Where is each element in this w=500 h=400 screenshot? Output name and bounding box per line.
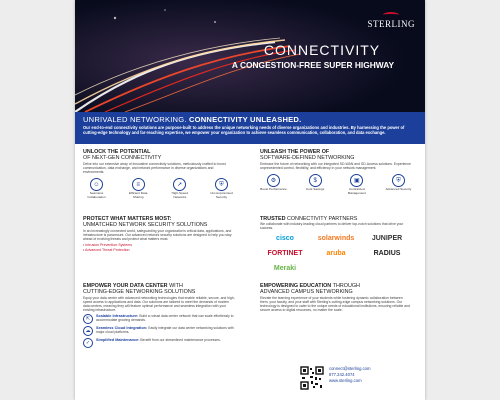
unlock-title: UNLOCK THE POTENTIAL xyxy=(83,149,151,155)
hero-banner xyxy=(75,0,425,112)
qr-code-icon[interactable] xyxy=(300,366,324,390)
education-section xyxy=(260,283,412,312)
partners-section xyxy=(260,216,412,273)
partner-logo-meraki: Meraki xyxy=(273,265,297,273)
datacenter-feature-title: Simplified Maintenance: xyxy=(96,338,140,343)
partners-title-rest: CONNECTIVITY PARTNERS xyxy=(286,216,358,222)
datacenter-feature xyxy=(83,314,235,324)
unlock-icon-label: Uncompromised Security xyxy=(210,191,233,199)
protect-list-item: • Intrusion Prevention Systems xyxy=(83,243,132,248)
partners-title-bold: TRUSTED xyxy=(260,216,286,222)
sdn-icon-label: Centralized Management xyxy=(347,187,366,195)
datacenter-section xyxy=(83,283,235,348)
partner-logo-cisco: cisco xyxy=(276,235,294,243)
datacenter-feature xyxy=(83,326,235,336)
flyer-page xyxy=(75,0,425,400)
protect-list-item: • Advanced Threat Protection xyxy=(83,248,130,253)
unlock-icon-item xyxy=(166,178,193,199)
intro-heading-light: UNRIVALED NETWORKING. xyxy=(83,115,187,124)
datacenter-subtitle: CUTTING-EDGE NETWORKING SOLUTIONS xyxy=(83,289,196,295)
sdn-icon-label: Advanced Security xyxy=(385,187,412,192)
sdn-body: Embrace the future of networking with our integrated SD-WAN and SD-Access solutions. Experience unprecedented control, flexibility, and efficiency in your network management. xyxy=(260,162,411,171)
datacenter-feature-text xyxy=(96,326,235,336)
unlock-subtitle: OF NEXT-GEN CONNECTIVITY xyxy=(83,155,162,161)
datacenter-feature-text xyxy=(96,338,221,348)
sdn-icon-row xyxy=(260,174,412,195)
contact-email[interactable]: connect@sterling.com xyxy=(329,366,371,371)
sdn-icon-item xyxy=(302,174,329,195)
contact-phone[interactable]: 877.242.4074 xyxy=(329,372,355,377)
partner-logo-fortinet: FORTINET xyxy=(267,250,303,258)
datacenter-feature xyxy=(83,338,235,348)
hero-subtitle: A CONGESTION-FREE SUPER HIGHWAY xyxy=(231,60,395,70)
unlock-icon-label: Efficient Data Sharing xyxy=(128,191,148,199)
sdn-subtitle: SOFTWARE-DEFINED NETWORKING xyxy=(260,155,355,161)
protect-body: In an increasingly connected world, safeguarding your organization's critical data, applications, and infrastructure is paramount. Our advanced network security solutions are designed to help you stay ahead of evolving threats and protect what matters most. xyxy=(83,229,232,242)
unlock-icon-item xyxy=(125,178,152,199)
protect-section xyxy=(83,216,235,253)
sdn-title: UNLEASH THE POWER OF xyxy=(260,149,330,155)
management-icon: ▣ xyxy=(350,174,363,187)
unlock-icon-label: Seamless Collaboration xyxy=(87,191,106,199)
savings-icon: $ xyxy=(309,174,322,187)
education-body: Elevate the learning experience of your students while fostering dynamic collaboration between them, your faculty, and your staff with Sterling's cutting-edge campus networking solutions. Our technology is designed to cater to the unique needs of educational institutions, ensuring reliable and secure access to digital resources, no matter the scale. xyxy=(260,296,410,313)
maintenance-icon: ✓ xyxy=(83,338,93,348)
performance-icon: ⚙ xyxy=(267,174,280,187)
hero-title: CONNECTIVITY xyxy=(263,42,381,58)
unlock-icon-item xyxy=(83,178,110,199)
datacenter-title-rest: WITH xyxy=(169,283,183,289)
partner-logo-grid xyxy=(260,234,412,273)
unlock-body: Delve into our extensive array of innovative connectivity solutions, meticulously crafted to boost communication, data exchange, and network performance in diverse organizations and environments. xyxy=(83,162,226,175)
datacenter-title-bold: EMPOWER YOUR DATA CENTER xyxy=(83,283,168,289)
datacenter-feature-title: Scalable Infrastructure: xyxy=(96,314,139,319)
sterling-logo xyxy=(368,12,416,29)
contact-block xyxy=(329,366,371,384)
datacenter-feature-title: Seamless Cloud Integration: xyxy=(96,326,148,331)
partner-logo-juniper: JUNIPER xyxy=(371,235,403,243)
partner-logo-radius: RADIUS xyxy=(373,250,401,258)
partner-logo-aruba: aruba xyxy=(326,250,346,258)
speed-icon: ➚ xyxy=(173,178,186,191)
shield-icon: ⛨ xyxy=(215,178,228,191)
people-icon: ☺ xyxy=(90,178,103,191)
partner-logo-solarwinds: solarwinds xyxy=(317,235,355,243)
education-title-rest: THROUGH xyxy=(332,283,360,289)
unlock-icon-label: High-Speed Networks xyxy=(171,191,188,199)
sdn-icon-item xyxy=(385,174,412,195)
intro-heading xyxy=(83,115,417,124)
datacenter-body: Equip your data center with advanced networking technologies that enable reliable, secure, and high-speed access to applications and data. Our solutions are tailored to meet the demands of modern data centers, meaning they will feature optimal performance and seamless integration with your existing infrastructure. xyxy=(83,296,235,313)
datacenter-feature-text xyxy=(96,314,235,324)
protect-title: PROTECT WHAT MATTERS MOST: xyxy=(83,216,172,222)
sdn-section xyxy=(260,149,412,195)
protect-subtitle: UNMATCHED NETWORK SECURITY SOLUTIONS xyxy=(83,222,208,228)
sdn-icon-item xyxy=(343,174,370,195)
datacenter-feature-list xyxy=(83,314,235,348)
intro-heading-bold: CONNECTIVITY UNLEASHED. xyxy=(188,115,302,124)
education-subtitle: ADVANCED CAMPUS NETWORKING xyxy=(260,289,353,295)
data-icon: ≡ xyxy=(132,178,145,191)
security-icon: ⛨ xyxy=(392,174,405,187)
datacenter-feature-desc: Benefit from our streamlined maintenance processes. xyxy=(140,338,221,343)
sdn-icon-item xyxy=(260,174,287,195)
unlock-section xyxy=(83,149,235,199)
scale-icon: ⇱ xyxy=(83,314,93,324)
intro-body: Our end-to-end connectivity solutions are purpose-built to address the unique networking needs of diverse organizations and industries. By harnessing the power of cutting-edge technology and far-reaching expertise, we empower your organization to achieve seamless communication, collaboration, and data exchange. xyxy=(83,125,405,136)
unlock-icon-row xyxy=(83,178,235,199)
logo-text: STERLING xyxy=(367,19,415,29)
contact-website[interactable]: www.sterling.com xyxy=(329,378,362,383)
datacenter-feature-desc: Easily integrate our data center networking solutions with major cloud platforms. xyxy=(96,326,234,335)
datacenter-feature-desc: Build a robust data center network that can scale effortlessly to accommodate growing demands. xyxy=(96,314,234,323)
partners-body: We collaborate with industry-leading cloud partners to deliver top-notch solutions that drive your success. xyxy=(260,222,404,231)
education-title-bold: EMPOWERING EDUCATION xyxy=(260,283,332,289)
unlock-icon-item xyxy=(208,178,235,199)
intro-band xyxy=(75,112,425,144)
sdn-icon-label: Cost Savings xyxy=(306,187,325,192)
sdn-icon-label: Boost Performance xyxy=(260,187,287,192)
logo-mark-icon xyxy=(383,12,399,18)
cloud-icon: ☁ xyxy=(83,326,93,336)
protect-list xyxy=(83,243,235,253)
